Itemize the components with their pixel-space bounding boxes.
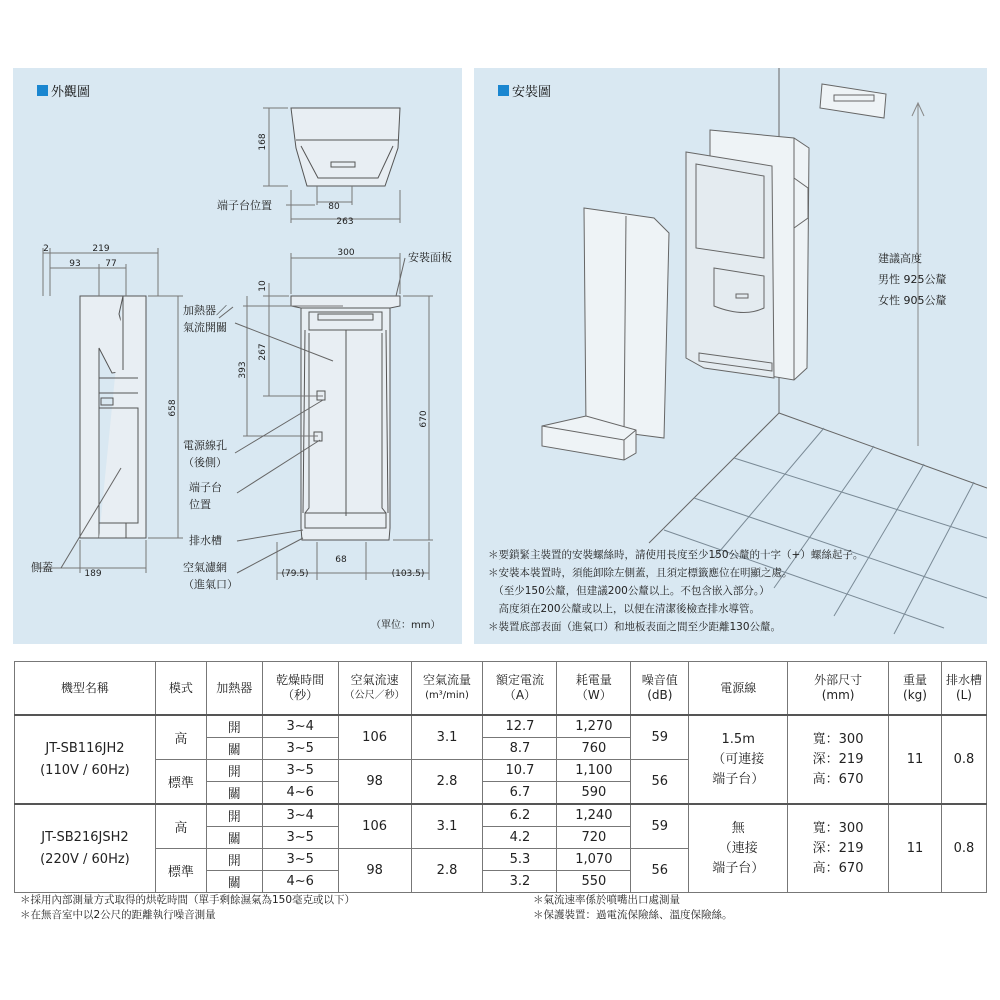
mode-cell: 高 bbox=[155, 715, 206, 760]
unit-label: （單位：mm） bbox=[371, 620, 441, 631]
label-terminal: 端子台 bbox=[189, 481, 222, 494]
dim-168: 168 bbox=[258, 133, 268, 151]
installation-note: ＊安裝本裝置時，須能卸除左側蓋，且須定標籤應位在明顯之處。 bbox=[488, 567, 793, 579]
power-cell: 720 bbox=[557, 827, 631, 849]
label-power-hole-rear: （後側） bbox=[183, 456, 227, 469]
header-current: 額定電流 （A） bbox=[483, 662, 557, 716]
installation-note: ＊裝置底部表面（進氣口）和地板表面之間至少距離130公釐。 bbox=[488, 621, 782, 633]
label-heater: 加熱器／ bbox=[183, 304, 227, 317]
heater-cell: 開 bbox=[206, 760, 262, 782]
dim-2: 2 bbox=[43, 244, 49, 254]
power-cell: 550 bbox=[557, 871, 631, 893]
spec-header-row bbox=[15, 662, 987, 716]
header-air-speed: 空氣流速 （公尺／秒） bbox=[338, 662, 411, 716]
dim-103-5: (103.5) bbox=[391, 569, 425, 579]
heater-cell: 關 bbox=[206, 782, 262, 805]
installation-note: （至少150公釐，但建議200公釐以上。不包含嵌入部分。） bbox=[488, 585, 770, 597]
current-cell: 12.7 bbox=[483, 715, 557, 738]
dimensions-cell: 寬：300 深：219 高：670 bbox=[788, 804, 889, 893]
power-cell: 1,240 bbox=[557, 804, 631, 827]
footnote: ＊氣流速率係於噴嘴出口處測量 bbox=[533, 894, 680, 906]
top-view-outline bbox=[291, 108, 400, 186]
header-air-flow: 空氣流量 (m³/min) bbox=[411, 662, 483, 716]
installation-note: ＊要鎖緊主裝置的安裝螺絲時，請使用長度至少150公釐的十字（+）螺絲起子。 bbox=[488, 549, 864, 561]
mode-cell: 標準 bbox=[155, 760, 206, 805]
heater-cell: 關 bbox=[206, 871, 262, 893]
exterior-drawing bbox=[13, 68, 462, 644]
air-flow-cell: 2.8 bbox=[411, 849, 483, 893]
current-cell: 4.2 bbox=[483, 827, 557, 849]
model-name-cell: JT-SB116JH2 (110V / 60Hz) bbox=[15, 715, 156, 804]
current-cell: 8.7 bbox=[483, 738, 557, 760]
dimensions-cell: 寬：300 深：219 高：670 bbox=[788, 715, 889, 804]
header-power-cord: 電源線 bbox=[689, 662, 788, 716]
spec-table bbox=[14, 661, 987, 893]
dry-time-cell: 3~5 bbox=[262, 827, 338, 849]
noise-cell: 59 bbox=[631, 804, 689, 849]
footnote: ＊在無音室中以2公尺的距離執行噪音測量 bbox=[20, 909, 216, 921]
dry-time-cell: 3~5 bbox=[262, 760, 338, 782]
dim-300: 300 bbox=[337, 248, 355, 258]
dim-263: 263 bbox=[336, 217, 354, 227]
dim-219: 219 bbox=[92, 244, 110, 254]
noise-cell: 56 bbox=[631, 849, 689, 893]
air-speed-cell: 106 bbox=[338, 804, 411, 849]
air-speed-cell: 106 bbox=[338, 715, 411, 760]
mode-cell: 標準 bbox=[155, 849, 206, 893]
power-cell: 1,070 bbox=[557, 849, 631, 871]
header-power: 耗電量 （W） bbox=[557, 662, 631, 716]
weight-cell: 11 bbox=[889, 804, 942, 893]
label-drain: 排水槽 bbox=[189, 534, 222, 547]
dry-time-cell: 3~4 bbox=[262, 715, 338, 738]
installation-drawing-panel bbox=[474, 68, 987, 644]
dim-658: 658 bbox=[168, 399, 178, 417]
label-air-intake: （進氣口） bbox=[183, 578, 238, 591]
installation-note: 高度須在200公釐或以上，以便在清潔後檢查排水導管。 bbox=[488, 603, 761, 615]
noise-cell: 59 bbox=[631, 715, 689, 760]
mode-cell: 高 bbox=[155, 804, 206, 849]
heater-cell: 開 bbox=[206, 715, 262, 738]
label-airflow-switch: 氣流開關 bbox=[183, 321, 227, 334]
dim-79-5: (79.5) bbox=[281, 569, 309, 579]
heater-cell: 開 bbox=[206, 849, 262, 871]
header-heater: 加熱器 bbox=[206, 662, 262, 716]
power-cell: 1,100 bbox=[557, 760, 631, 782]
dry-time-cell: 3~5 bbox=[262, 738, 338, 760]
header-dimensions: 外部尺寸 (mm) bbox=[788, 662, 889, 716]
header-mode: 模式 bbox=[155, 662, 206, 716]
table-row bbox=[15, 804, 987, 827]
air-speed-cell: 98 bbox=[338, 849, 411, 893]
dim-189: 189 bbox=[84, 569, 102, 579]
power-cord-cell: 1.5m （可連接 端子台） bbox=[689, 715, 788, 804]
installation-panel-title: 安裝圖 bbox=[512, 85, 552, 100]
recommended-height-male: 男性 925公釐 bbox=[878, 273, 947, 286]
current-cell: 6.2 bbox=[483, 804, 557, 827]
dim-80: 80 bbox=[328, 202, 340, 212]
dim-10: 10 bbox=[258, 280, 268, 292]
power-cord-cell: 無 （連接 端子台） bbox=[689, 804, 788, 893]
footnotes-right bbox=[533, 893, 733, 923]
weight-cell: 11 bbox=[889, 715, 942, 804]
recommended-height-title: 建議高度 bbox=[878, 252, 922, 265]
current-cell: 10.7 bbox=[483, 760, 557, 782]
air-flow-cell: 3.1 bbox=[411, 804, 483, 849]
dim-93: 93 bbox=[69, 259, 81, 269]
current-cell: 5.3 bbox=[483, 849, 557, 871]
exterior-panel-title: 外觀圖 bbox=[51, 85, 91, 100]
label-terminal-position-top: 端子台位置 bbox=[217, 199, 272, 212]
label-mount-panel: 安裝面板 bbox=[408, 251, 452, 264]
drain-cell: 0.8 bbox=[941, 804, 986, 893]
recommended-height-female: 女性 905公釐 bbox=[878, 294, 947, 307]
drain-cell: 0.8 bbox=[941, 715, 986, 804]
power-cell: 1,270 bbox=[557, 715, 631, 738]
label-terminal-position: 位置 bbox=[189, 498, 211, 511]
footnote: ＊保護裝置：過電流保險絲、溫度保險絲。 bbox=[533, 909, 733, 921]
dim-393: 393 bbox=[238, 361, 248, 379]
dim-77: 77 bbox=[105, 259, 117, 269]
power-cell: 760 bbox=[557, 738, 631, 760]
table-row bbox=[15, 715, 987, 738]
exterior-drawing-panel bbox=[13, 68, 462, 644]
header-weight: 重量 (kg) bbox=[889, 662, 942, 716]
label-air-filter: 空氣濾網 bbox=[183, 561, 227, 574]
dry-time-cell: 3~4 bbox=[262, 804, 338, 827]
header-noise: 噪音值 (dB) bbox=[631, 662, 689, 716]
dim-267: 267 bbox=[258, 343, 268, 361]
dim-670: 670 bbox=[419, 410, 429, 428]
header-drain: 排水槽 (L) bbox=[941, 662, 986, 716]
label-power-hole: 電源線孔 bbox=[183, 439, 227, 452]
footnote: ＊採用內部測量方式取得的烘乾時間（單手剩餘濕氣為150毫克或以下） bbox=[20, 894, 356, 906]
current-cell: 3.2 bbox=[483, 871, 557, 893]
noise-cell: 56 bbox=[631, 760, 689, 805]
air-speed-cell: 98 bbox=[338, 760, 411, 805]
header-model: 機型名稱 bbox=[15, 662, 156, 716]
dry-time-cell: 3~5 bbox=[262, 849, 338, 871]
footnotes-left bbox=[20, 893, 355, 923]
power-cell: 590 bbox=[557, 782, 631, 805]
heater-cell: 關 bbox=[206, 738, 262, 760]
current-cell: 6.7 bbox=[483, 782, 557, 805]
label-side-cover: 側蓋 bbox=[31, 561, 53, 574]
heater-cell: 開 bbox=[206, 804, 262, 827]
heater-cell: 關 bbox=[206, 827, 262, 849]
model-name-cell: JT-SB216JSH2 (220V / 60Hz) bbox=[15, 804, 156, 893]
recommended-height bbox=[878, 248, 947, 311]
dry-time-cell: 4~6 bbox=[262, 871, 338, 893]
installation-notes bbox=[488, 546, 863, 636]
dry-time-cell: 4~6 bbox=[262, 782, 338, 805]
dim-68: 68 bbox=[335, 555, 347, 565]
air-flow-cell: 2.8 bbox=[411, 760, 483, 805]
air-flow-cell: 3.1 bbox=[411, 715, 483, 760]
header-dry-time: 乾燥時間 （秒） bbox=[262, 662, 338, 716]
